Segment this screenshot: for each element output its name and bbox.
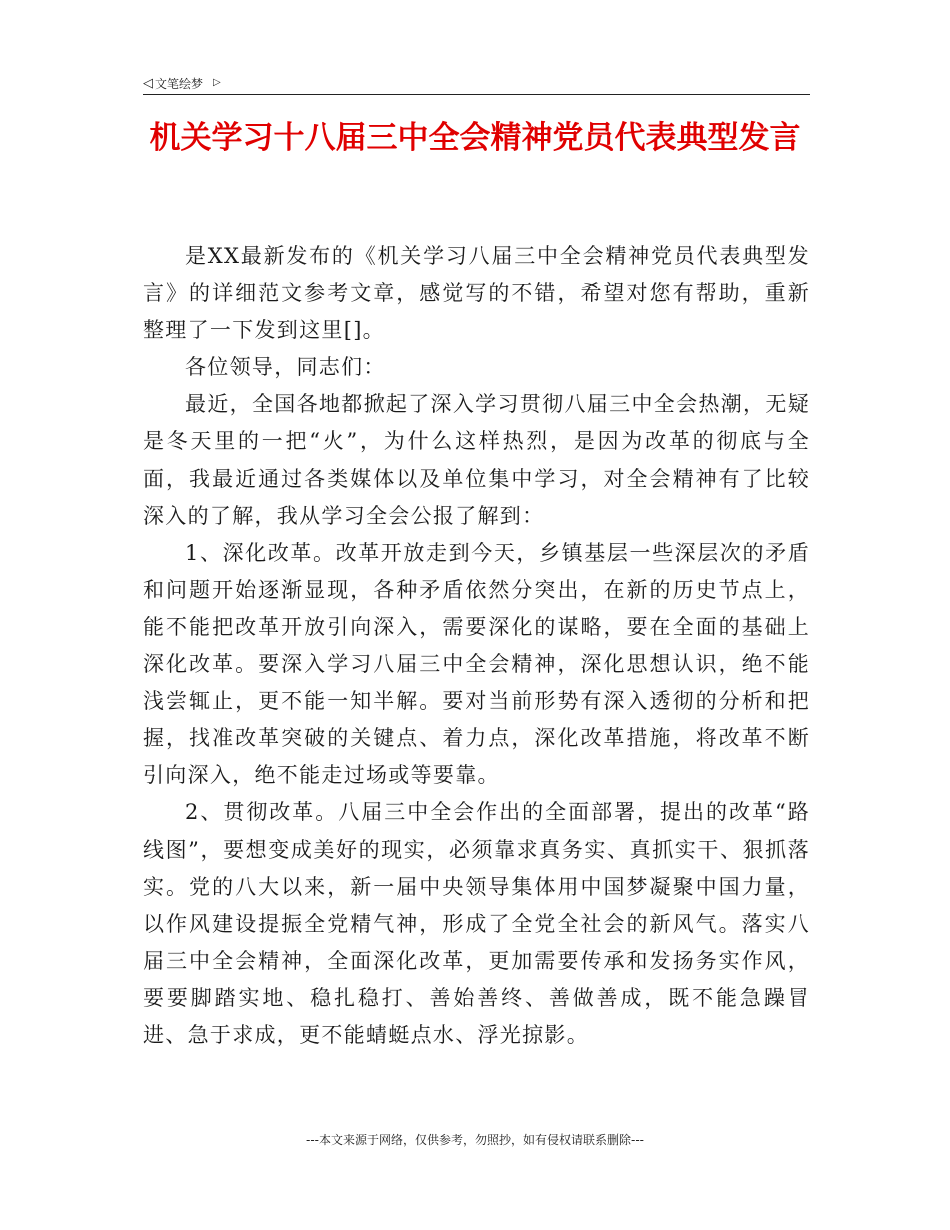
document-header	[143, 72, 810, 95]
triangle-left-icon: ◁	[143, 75, 153, 91]
paragraph-point-2: 2、贯彻改革。八届三中全会作出的全面部署，提出的改革“路线图”，要想变成美好的现实，必须靠求真务实、真抓实干、狠抓落实。党的八大以来，新一届中央领导集体用中国梦凝聚中国力量，以作风建设提振全党精气神，形成了全党全社会的新风气。落实八届三中全会精神，全面深化改革，更加需要传承和发扬务实作风，要要脚踏实地、稳扎稳打、善始善终、善做善成，既不能急躁冒进、急于求成，更不能蜻蜓点水、浮光掠影。	[143, 800, 810, 1047]
document-body	[143, 238, 810, 1054]
triangle-right-icon: ▷	[213, 77, 221, 88]
paragraph-point-1: 1、深化改革。改革开放走到今天，乡镇基层一些深层次的矛盾和问题开始逐渐显现，各种矛盾依然分突出，在新的历史节点上，能不能把改革开放引向深入，需要深化的谋略，要在全面的基础上深化改革。要深入学习八届三中全会精神，深化思想认识，绝不能浅尝辄止，更不能一知半解。要对当前形势有深入透彻的分析和把握，找准改革突破的关键点、着力点，深化改革措施，将改革不断引向深入，绝不能走过场或等要靠。	[143, 540, 810, 788]
document-footer: ---本文来源于网络，仅供参考，勿照抄，如有侵权请联系删除---	[306, 1133, 644, 1147]
document-title: 机关学习十八届三中全会精神党员代表典型发言	[149, 120, 801, 156]
paragraph-opening: 最近，全国各地都掀起了深入学习贯彻八届三中全会热潮，无疑是冬天里的一把“火”，为什么这样热烈，是因为改革的彻底与全面，我最近通过各类媒体以及单位集中学习，对全会精神有了比较深入的了解，我从学习全会公报了解到：	[143, 392, 810, 528]
paragraph-salutation: 各位领导，同志们：	[185, 355, 386, 380]
paragraph-intro: 是XX最新发布的《机关学习八届三中全会精神党员代表典型发言》的详细范文参考文章，感觉写的不错，希望对您有帮助，重新整理了一下发到这里[]。	[143, 244, 810, 343]
header-label: 文笔绘梦	[155, 76, 204, 91]
